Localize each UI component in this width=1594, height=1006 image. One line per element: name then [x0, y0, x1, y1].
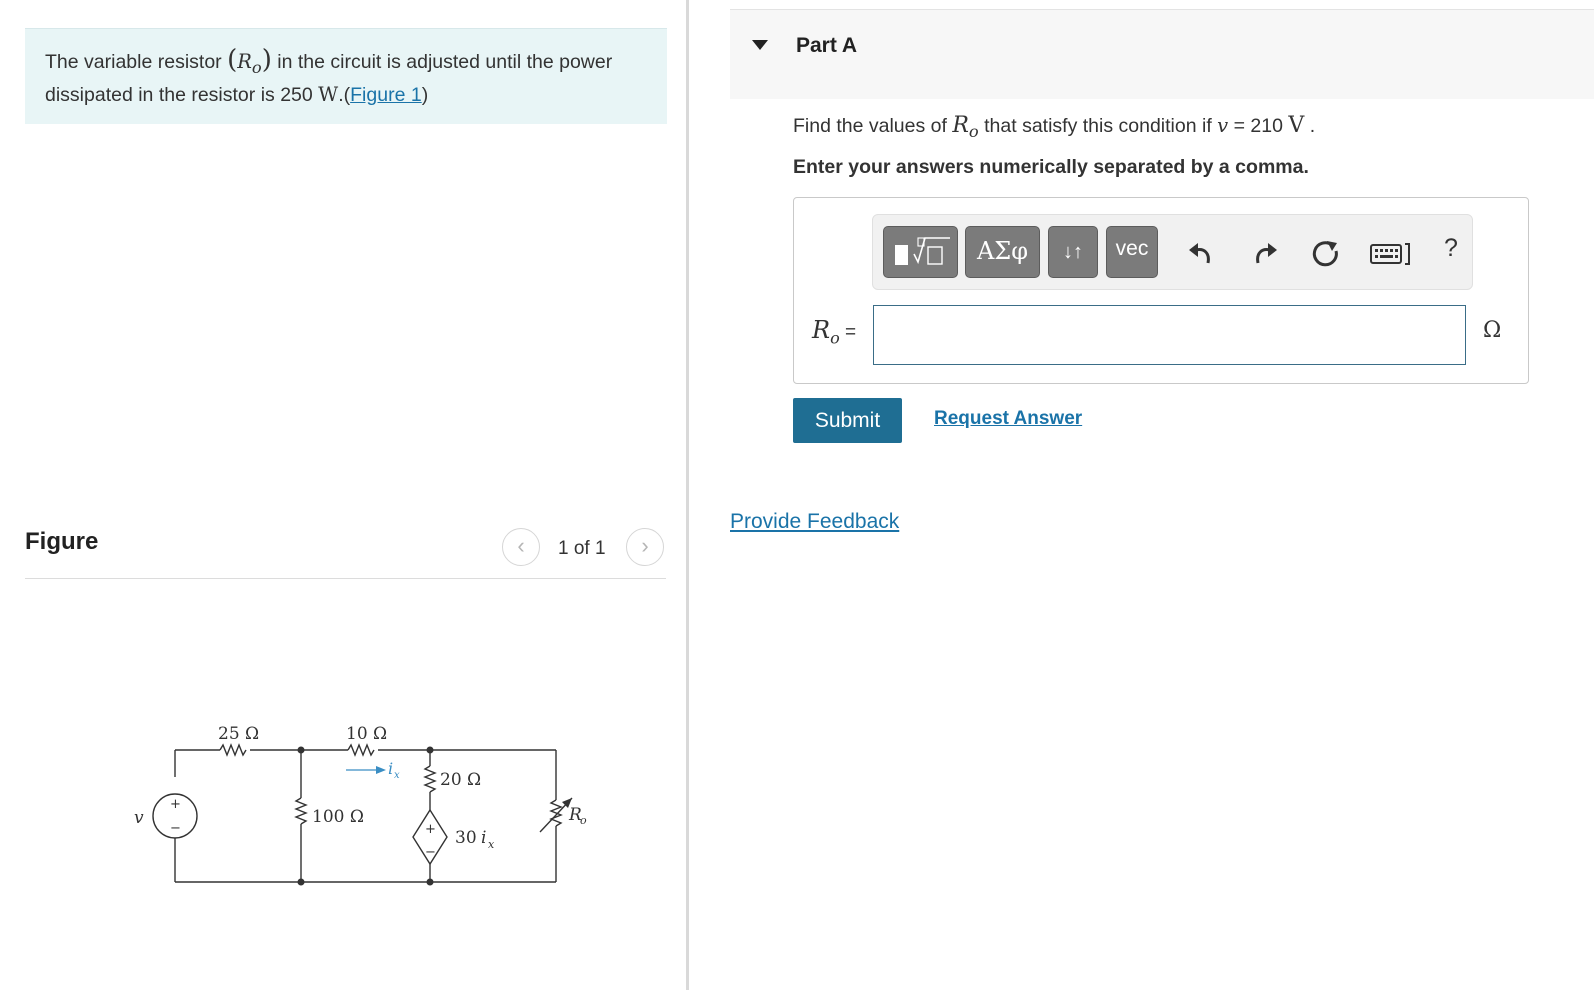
math-templates-icon [884, 227, 957, 277]
part-header[interactable] [730, 9, 1594, 99]
undo-button[interactable] [1184, 239, 1220, 275]
label-dep-var: i [481, 828, 487, 848]
figure-title: Figure [25, 528, 99, 555]
math-templates-button[interactable] [883, 226, 958, 278]
problem-text-part: The variable resistor [45, 51, 228, 73]
label-20-ohm: 20 Ω [440, 770, 482, 790]
resistor-10 [348, 745, 374, 755]
label-source-v: v [134, 808, 144, 828]
source-plus: + [170, 797, 181, 812]
question-text: Find the values of $R_o$ that satisfy this condition if v = 210 V . [793, 113, 1316, 141]
label-25-ohm: 25 Ω [218, 724, 260, 744]
figure-counter: 1 of 1 [558, 538, 606, 559]
power-value: 250 [280, 83, 313, 106]
part-title: Part A [796, 34, 858, 57]
redo-button[interactable] [1246, 239, 1282, 275]
answer-input[interactable] [873, 305, 1466, 365]
label-current-sub: x [394, 770, 400, 781]
label-current: i [388, 759, 394, 778]
left-pane [0, 0, 688, 1006]
resistor-100 [296, 798, 306, 824]
provide-feedback-link[interactable]: Provide Feedback [730, 510, 900, 533]
answer-box [793, 197, 1529, 384]
answer-instruction: Enter your answers numerically separated by a comma. [793, 156, 1309, 178]
reset-button[interactable] [1308, 239, 1344, 275]
problem-statement: The variable resistor $(R_o)$ in the circuit is adjusted until the power dissipated in the resistor is 250 W.(Figure 1) [25, 28, 667, 124]
greek-symbols-button[interactable]: ΑΣφ [965, 226, 1040, 278]
resistor-symbol: R [237, 50, 252, 73]
chevron-right-icon: › [641, 533, 649, 558]
figure-link[interactable]: Figure 1 [350, 83, 422, 106]
label-ro-sub: o [580, 814, 587, 827]
power-unit: W [318, 82, 339, 106]
problem-text-part: in the circuit is adjusted until the power dissipated in the resistor is [45, 51, 613, 106]
undo-icon [1186, 239, 1218, 267]
request-answer-link[interactable]: Request Answer [934, 408, 1083, 429]
answer-variable-label: $R_o$ = [812, 316, 857, 348]
vector-button[interactable]: vec [1106, 226, 1158, 278]
figure-divider [25, 578, 666, 579]
reset-icon [1310, 239, 1342, 271]
dep-plus: + [425, 822, 436, 837]
keyboard-button[interactable] [1369, 239, 1415, 275]
resistor-20 [425, 766, 435, 792]
arrows-button[interactable]: ↓↑ [1048, 226, 1098, 278]
dep-minus: − [425, 845, 436, 860]
label-100-ohm: 100 Ω [312, 807, 364, 827]
answer-unit: Ω [1483, 318, 1502, 343]
figure-next-button[interactable] [626, 528, 664, 566]
chevron-left-icon: ‹ [517, 533, 525, 558]
submit-button[interactable]: Submit [793, 398, 902, 443]
label-10-ohm: 10 Ω [346, 724, 388, 744]
keyboard-icon [1369, 239, 1415, 267]
label-dep-coef: 30 [455, 828, 477, 848]
pane-divider[interactable] [686, 0, 689, 990]
resistor-25 [220, 745, 246, 755]
label-dep-sub: x [488, 838, 495, 851]
redo-icon [1248, 239, 1280, 267]
figure-prev-button[interactable] [502, 528, 540, 566]
caret-down-icon[interactable] [752, 40, 768, 50]
math-toolbar [872, 214, 1473, 290]
help-button[interactable]: ? [1444, 234, 1458, 262]
circuit-diagram [90, 710, 610, 900]
variable-resistor [551, 800, 561, 826]
resistor-subscript: o [251, 57, 262, 77]
label-ro: R [569, 805, 582, 825]
source-minus: − [170, 821, 181, 836]
